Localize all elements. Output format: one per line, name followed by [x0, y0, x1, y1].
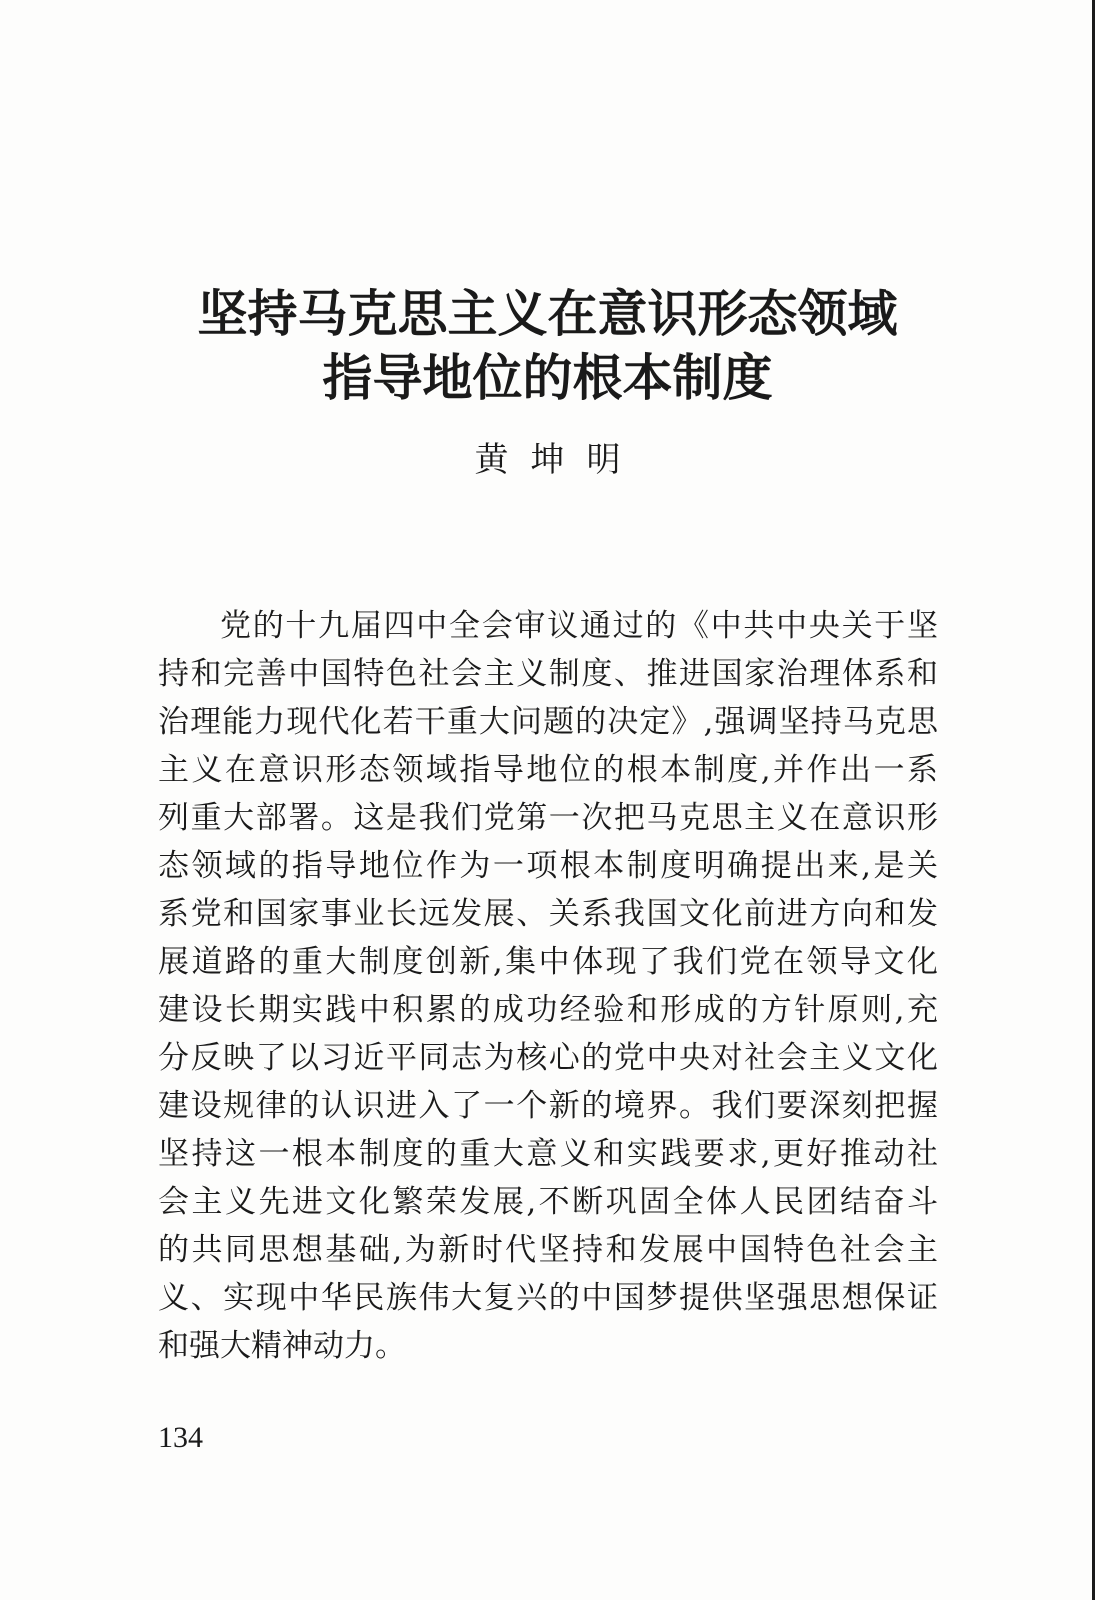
body-line: 建设长期实践中积累的成功经验和形成的方针原则,充: [158, 992, 938, 1028]
page-number: 134: [158, 1421, 203, 1454]
body-line: 分反映了以习近平同志为核心的党中央对社会主义文化: [158, 1040, 938, 1076]
body-line: 主义在意识形态领域指导地位的根本制度,并作出一系: [158, 752, 938, 788]
body-line: 义、实现中华民族伟大复兴的中国梦提供坚强思想保证: [158, 1280, 938, 1316]
body-line: 治理能力现代化若干重大问题的决定》,强调坚持马克思: [158, 704, 938, 740]
body-line: 建设规律的认识进入了一个新的境界。我们要深刻把握: [158, 1088, 938, 1124]
body-line: 和强大精神动力。: [158, 1328, 406, 1364]
body-line: 的共同思想基础,为新时代坚持和发展中国特色社会主: [158, 1232, 938, 1268]
body-line: 态领域的指导地位作为一项根本制度明确提出来,是关: [158, 848, 938, 884]
article-title-line-2: 指导地位的根本制度: [322, 348, 773, 407]
body-line: 持和完善中国特色社会主义制度、推进国家治理体系和: [158, 656, 938, 692]
body-line: 坚持这一根本制度的重大意义和实践要求,更好推动社: [158, 1136, 938, 1172]
body-line: 会主义先进文化繁荣发展,不断巩固全体人民团结奋斗: [158, 1184, 938, 1220]
article-title-line-1: 坚持马克思主义在意识形态领域: [197, 284, 898, 343]
body-line: 展道路的重大制度创新,集中体现了我们党在领导文化: [158, 944, 938, 980]
body-line: 党的十九届四中全会审议通过的《中共中央关于坚: [220, 608, 938, 644]
article-body: [158, 602, 938, 1370]
body-line: 列重大部署。这是我们党第一次把马克思主义在意识形: [158, 800, 938, 836]
body-line: 系党和国家事业长远发展、关系我国文化前进方向和发: [158, 896, 938, 932]
article-author: 黄坤明: [474, 440, 643, 480]
